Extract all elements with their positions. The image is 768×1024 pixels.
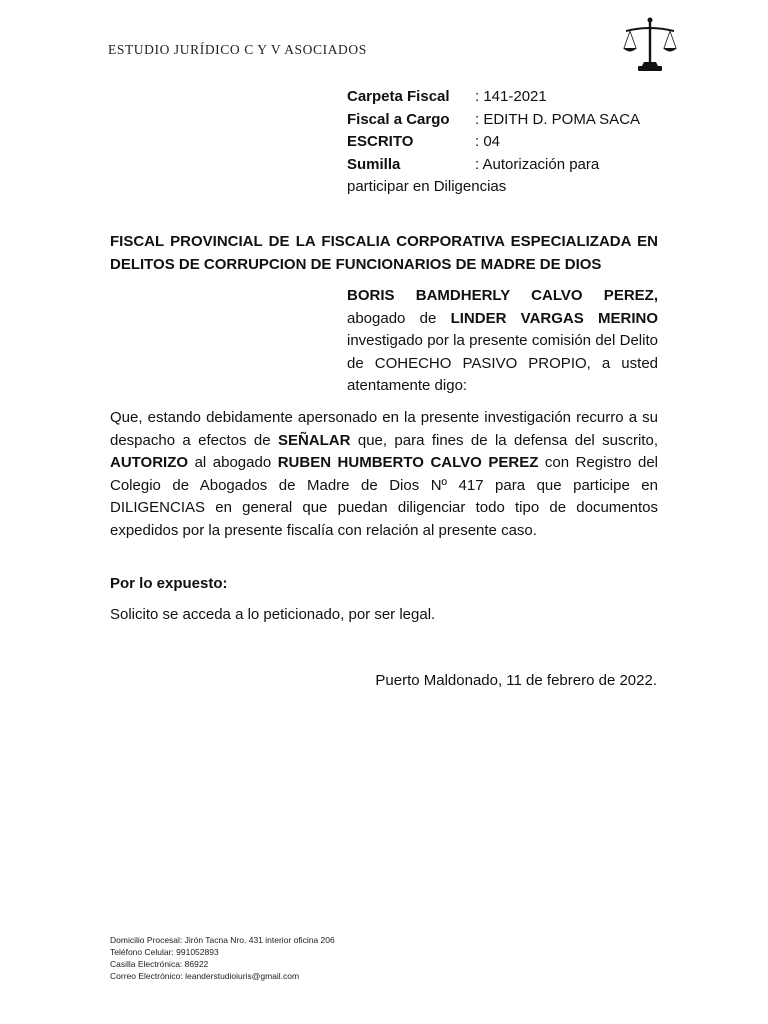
footer-correo: Correo Electrónico: leanderstudioiuris@gmail.com: [110, 971, 300, 981]
scales-of-justice-icon: [622, 14, 678, 74]
body-paragraph: [110, 407, 658, 542]
fiscal-label: Fiscal a Cargo: [347, 110, 450, 128]
carpeta-row: [347, 86, 647, 109]
case-metadata: [347, 86, 647, 199]
intro-paragraph: [347, 285, 658, 398]
escrito-label: ESCRITO: [347, 133, 414, 150]
body-text-2: que, para fines de la defensa del suscrito,: [350, 431, 658, 449]
carpeta-label: Carpeta Fiscal: [347, 88, 450, 105]
footer-domicilio: Domicilio Procesal: Jirón Tacna Nro. 431 interior oficina 206: [110, 935, 335, 945]
body-bold-senalar: SEÑALAR: [277, 431, 351, 449]
escrito-value: : 04: [475, 133, 501, 150]
por-lo-expuesto-heading: Por lo expuesto:: [110, 575, 228, 592]
body-text-3: al abogado: [188, 454, 278, 471]
body-bold-authorized-lawyer: RUBEN HUMBERTO CALVO PEREZ: [277, 454, 539, 471]
intro-text-2: investigado por la presente comisión del Delito de COHECHO PASIVO PROPIO, a usted atentamente digo:: [347, 332, 658, 394]
escrito-row: [347, 131, 647, 154]
sumilla-value: : Autorización para: [475, 155, 600, 173]
footer-contact: [110, 934, 335, 982]
footer-casilla: Casilla Electrónica: 86922: [110, 959, 209, 969]
fiscal-value: : EDITH D. POMA SACA: [475, 110, 641, 128]
sumilla-row: [347, 154, 647, 177]
request-line: Solicito se acceda a lo peticionado, por ser legal.: [110, 606, 436, 623]
footer-telefono: Teléfono Celular: 991052893: [110, 947, 219, 957]
fiscal-row: [347, 109, 647, 132]
addressee-heading: FISCAL PROVINCIAL DE LA FISCALIA CORPORATIVA ESPECIALIZADA EN DELITOS DE CORRUPCION DE FUNCIONARIOS DE MADRE DE DIOS: [110, 233, 658, 273]
sumilla-label: Sumilla: [347, 155, 401, 173]
place-and-date: Puerto Maldonado, 11 de febrero de 2022.: [375, 672, 657, 689]
body-text-4: con Registro del Colegio de Abogados de Madre de Dios Nº 417 para que participe en DILIGENCIAS en general que puedan diligenciar todo tipo de documentos expedidos por la presente fiscalía con relación al presente caso.: [110, 454, 659, 539]
letterhead-title: ESTUDIO JURÍDICO C Y V ASOCIADOS: [108, 42, 367, 57]
client-name: LINDER VARGAS MERINO: [450, 309, 658, 327]
body-bold-autorizo: AUTORIZO: [110, 454, 189, 471]
sumilla-continuation: participar en Diligencias: [347, 178, 507, 195]
intro-text-1: abogado de: [347, 309, 451, 327]
carpeta-value: : 141-2021: [475, 88, 547, 105]
lawyer-name: BORIS BAMDHERLY CALVO PEREZ,: [347, 287, 658, 304]
body-text-1: Que, estando debidamente apersonado en la presente investigación recurro a su despacho a efectos de: [110, 409, 658, 449]
